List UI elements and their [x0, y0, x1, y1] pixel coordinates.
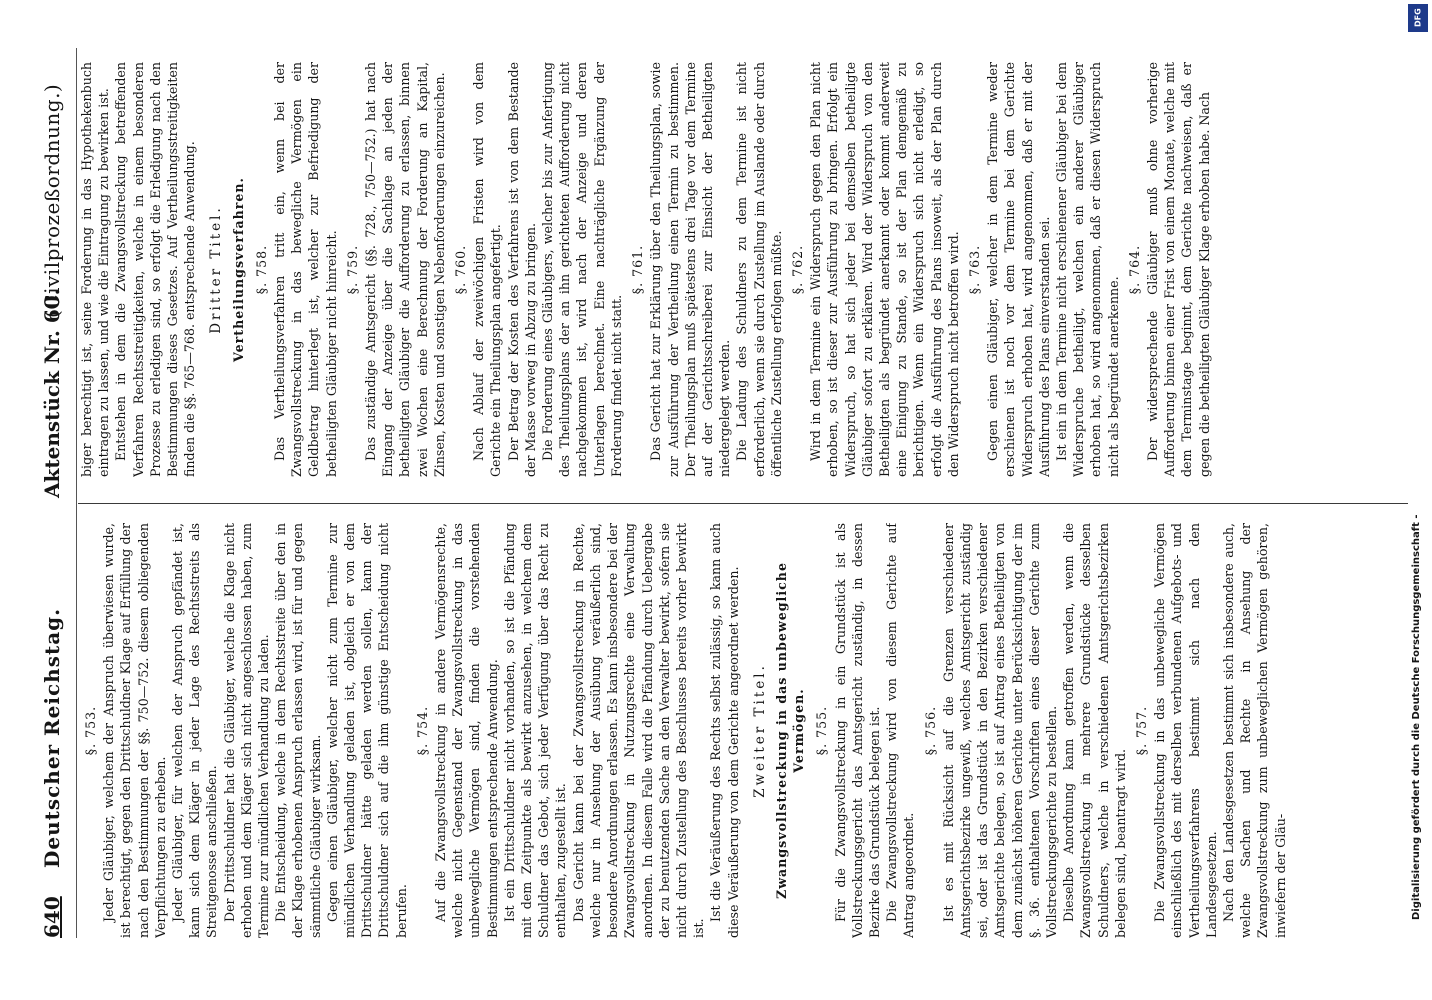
- paragraph: Gegen einen Gläubiger, welcher in dem Termine weder erschienen ist noch vor dem Termine bei dem Gerichte Widerspruch erhoben hat, wird angenommen, daß er mit der Ausführung des Plans einverstanden sei.: [985, 62, 1052, 477]
- paragraph: Nach Ablauf der zweiwöchigen Fristen wird von dem Gerichte ein Theilungsplan angefertigt.: [471, 62, 504, 477]
- paragraph: Der Betrag der Kosten des Verfahrens ist von dem Bestande der Masse vorweg in Abzug zu bringen.: [505, 62, 538, 477]
- title-subheading: Zwangsvollstreckung in das unbewegliche Vermögen.: [773, 562, 807, 899]
- paragraph: Für die Zwangsvollstreckung in ein Grundstück ist als Vollstreckungsgericht das Amtsgericht zuständig, in dessen Bezirke das Grundstück belegen ist.: [832, 523, 882, 938]
- dfg-logo: DFG: [1408, 4, 1428, 32]
- paragraph: Auf die Zwangsvollstreckung in andere Vermögensrechte, welche nicht Gegenstand der Zwangsvollstreckung in das unbewegliche Vermögen sind, finden die vorstehenden Bestimmungen entsprechende Anwendung.: [433, 523, 500, 938]
- column-rule: [78, 503, 1408, 504]
- section-heading: §. 757.: [1133, 705, 1149, 756]
- paragraph: Das Gericht hat zur Erklärung über den Theilungsplan, sowie zur Ausführung der Vertheilung einen Termin zu bestimmen. Der Theilungsplan muß spätestens drei Tage vor dem Termine auf der Gerichtsschreiberei zur Einsicht der Betheiligten niedergelegt werden.: [648, 62, 733, 477]
- paragraph: Der widersprechende Gläubiger muß ohne vorherige Aufforderung binnen einer Frist von einem Monate, welche mit dem Terminstage beginnt, dem Gerichte nachweisen, daß er gegen die betheiligten Gläubiger Klage erhoben habe. Nach: [1144, 62, 1212, 477]
- paragraph: Die Ladung des Schuldners zu dem Termine ist nicht erforderlich, wenn sie durch Zustellung im Auslande oder durch öffentliche Zustellung erfolgen müßte.: [734, 62, 784, 477]
- paragraph: Das zuständige Amtsgericht (§§. 728., 750—752.) hat nach Eingang der Anzeige über die Sachlage an jeden der betheiligten Gläubiger die Aufforderung zu erlassen, binnen zwei Wochen eine Berechnung der Forderung an Kapital, Zinsen, Kosten und sonstigen Nebenforderungen einzureichen.: [363, 62, 447, 477]
- section-heading: §. 754.: [414, 705, 430, 756]
- paragraph: Die Entscheidung, welche in dem Rechtsstreite über den in der Klage erhobenen Anspruch erlassen wird, ist für und gegen sämmtliche Gläubiger wirksam.: [273, 523, 323, 938]
- section-heading: §. 755.: [814, 705, 830, 756]
- left-column: [78, 523, 1408, 938]
- title-heading: Dritter Titel.: [208, 205, 225, 334]
- paragraph: Gegen einen Gläubiger, welcher nicht zum Termine zur mündlichen Verhandlung geladen ist, obgleich er von dem Drittschuldner hätte geladen werden sollen, kann der Drittschuldner sich auf die ihm günstige Entscheidung nicht berufen.: [324, 523, 409, 938]
- paragraph: Jeder Gläubiger, für welchen der Anspruch gepfändet ist, kann sich dem Kläger in jeder Lage des Rechtsstreits als Streitgenosse anschließen.: [170, 523, 220, 938]
- paragraph: Entstehen in dem die Zwangsvollstreckung betreffenden Verfahren Rechtsstreitigkeiten, welche in einem besonderen Prozesse zu erledigen sind, so erfolgt die Erledigung nach den Bestimmungen dieses Gesetzes. Auf Vertheilungsstreitigkeiten finden die §§. 765—768. entsprechende Anwendung.: [113, 62, 198, 477]
- title-subheading: Vertheilungsverfahren.: [230, 177, 246, 362]
- section-heading: §. 761.: [630, 244, 646, 295]
- section-heading: §. 764.: [1126, 244, 1142, 295]
- section-heading: §. 756.: [922, 705, 938, 756]
- paragraph: Das Vertheilungsverfahren tritt ein, wenn bei der Zwangsvollstreckung in das bewegliche Vermögen ein Geldbetrag hinterlegt ist, welcher zur Befriedigung der betheiligten Gläubiger nicht hinreicht.: [272, 62, 339, 477]
- paragraph: Der Drittschuldner hat die Gläubiger, welche die Klage nicht erhoben und dem Kläger sich nicht angeschlossen haben, zum Termine zur mündlichen Verhandlung zu laden.: [221, 523, 272, 938]
- paragraph: Jeder Gläubiger, welchem der Anspruch überwiesen wurde, ist berechtigt, gegen den Drittschuldner Klage auf Erfüllung der nach den Bestimmungen der §§. 750—752. diesem obliegenden Verpflichtungen zu erheben.: [101, 523, 168, 938]
- paragraph: Ist ein Drittschuldner nicht vorhanden, so ist die Pfändung mit dem Zeitpunkte als bewirkt anzusehen, in welchem dem Schuldner das Gebot, sich jeder Verfügung über das Recht zu enthalten, zugestellt ist.: [501, 523, 569, 938]
- paragraph: Ist es mit Rücksicht auf die Grenzen verschiedener Amtsgerichtsbezirke ungewiß, welches Amtsgericht zuständig sei, oder ist das Grundstück in den Bezirken verschiedener Amtsgerichte belegen, so ist auf Antrag eines Betheiligten von dem zunächst höheren Gerichte unter Berücksichtigung der im §. 36. enthaltenen Vorschriften eines dieser Gerichte zum Vollstreckungsgerichte zu bestellen.: [940, 523, 1059, 938]
- section-heading: §. 753.: [83, 705, 98, 756]
- paragraph: Ist die Veräußerung des Rechts selbst zulässig, so kann auch diese Veräußerung von dem Gerichte angeordnet werden.: [708, 523, 741, 938]
- paragraph: Ist ein in dem Termine nicht erschienener Gläubiger bei dem Widerspruche betheiligt, welchen ein anderer Gläubiger erhoben hat, so wird angenommen, daß er diesen Widerspruch nicht als begründet anerkenne.: [1053, 62, 1121, 477]
- document-number: Aktenstück Nr. 60.: [40, 288, 64, 498]
- paragraph: Nach den Landesgesetzen bestimmt sich insbesondere auch, welche Sachen und Rechte in Ansehung der Zwangsvollstreckung zum unbeweglichen Vermögen gehören, inwiefern der Gläu-: [1221, 523, 1288, 938]
- paragraph: biger berechtigt ist, seine Forderung in das Hypothekenbuch eintragen zu lassen, und wie die Eintragung zu bewirken ist.: [79, 62, 112, 477]
- section-heading: §. 759.: [344, 244, 360, 295]
- page-number: 640: [40, 896, 64, 938]
- paragraph: Das Gericht kann bei der Zwangsvollstreckung in Rechte, welche nur in Ansehung der Ausübung veräußerlich sind, besondere Anordnungen erlassen. Es kann insbesondere bei der Zwangsvollstreckung in Nutzungsrechte eine Verwaltung anordnen. In diesem Falle wird die Pfändung durch Uebergabe der zu benutzenden Sache an den Verwalter bewirkt, sofern sie nicht durch Zustellung des Beschlusses bereits vorher bewirkt ist.: [570, 523, 707, 938]
- document-subject: (Civilprozeßordnung.): [40, 83, 64, 318]
- section-heading: §. 758.: [253, 244, 269, 295]
- title-heading: Zweiter Titel.: [751, 663, 768, 798]
- digitization-credit: [1406, 30, 1428, 970]
- paragraph: Die Forderung eines Gläubigers, welcher bis zur Anfertigung des Theilungsplans der an ihn gerichteten Aufforderung nicht nachgekommen ist, wird nach der Anzeige und deren Unterlagen berechnet. Eine nachträgliche Ergänzung der Forderung findet nicht statt.: [540, 62, 624, 477]
- running-header: [38, 48, 72, 938]
- paragraph: Die Zwangsvollstreckung in das unbewegliche Vermögen einschließlich des mit derselben verbundenen Aufgebots- und Vertheilungsverfahrens bestimmt sich nach den Landesgesetzen.: [1152, 523, 1219, 938]
- paragraph: Die Zwangsvollstreckung wird von diesem Gerichte auf Antrag angeordnet.: [884, 523, 917, 938]
- paragraph: Dieselbe Anordnung kann getroffen werden, wenn die Zwangsvollstreckung in mehrere Grundstücke desselben Schuldners, welche in verschiedenen Amtsgerichtsbezirken belegen sind, beantragt wird.: [1061, 523, 1128, 938]
- header-rule: [76, 48, 77, 938]
- credit-text: Digitalisierung gefördert durch die Deutsche Forschungsgemeinschaft -: [1411, 514, 1422, 920]
- section-heading: §. 760.: [453, 244, 469, 295]
- section-heading: §. 762.: [789, 244, 805, 295]
- right-column: [78, 62, 1408, 477]
- publication-title: Deutscher Reichstag.: [40, 607, 64, 868]
- section-heading: §. 763.: [966, 244, 982, 295]
- paragraph: Wird in dem Termine ein Widerspruch gegen den Plan nicht erhoben, so ist dieser zur Ausführung zu bringen. Erfolgt ein Widerspruch, so hat sich jeder bei demselben betheiligte Gläubiger sofort zu erklären. Wird der Widerspruch von den Betheiligten als begründet anerkannt oder kommt anderweit eine Einigung zu Stande, so ist der Plan demgemäß zu berichtigen. Wenn ein Widerspruch sich nicht erledigt, so erfolgt die Ausführung des Plans insoweit, als der Plan durch den Widerspruch nicht betroffen wird.: [808, 62, 961, 477]
